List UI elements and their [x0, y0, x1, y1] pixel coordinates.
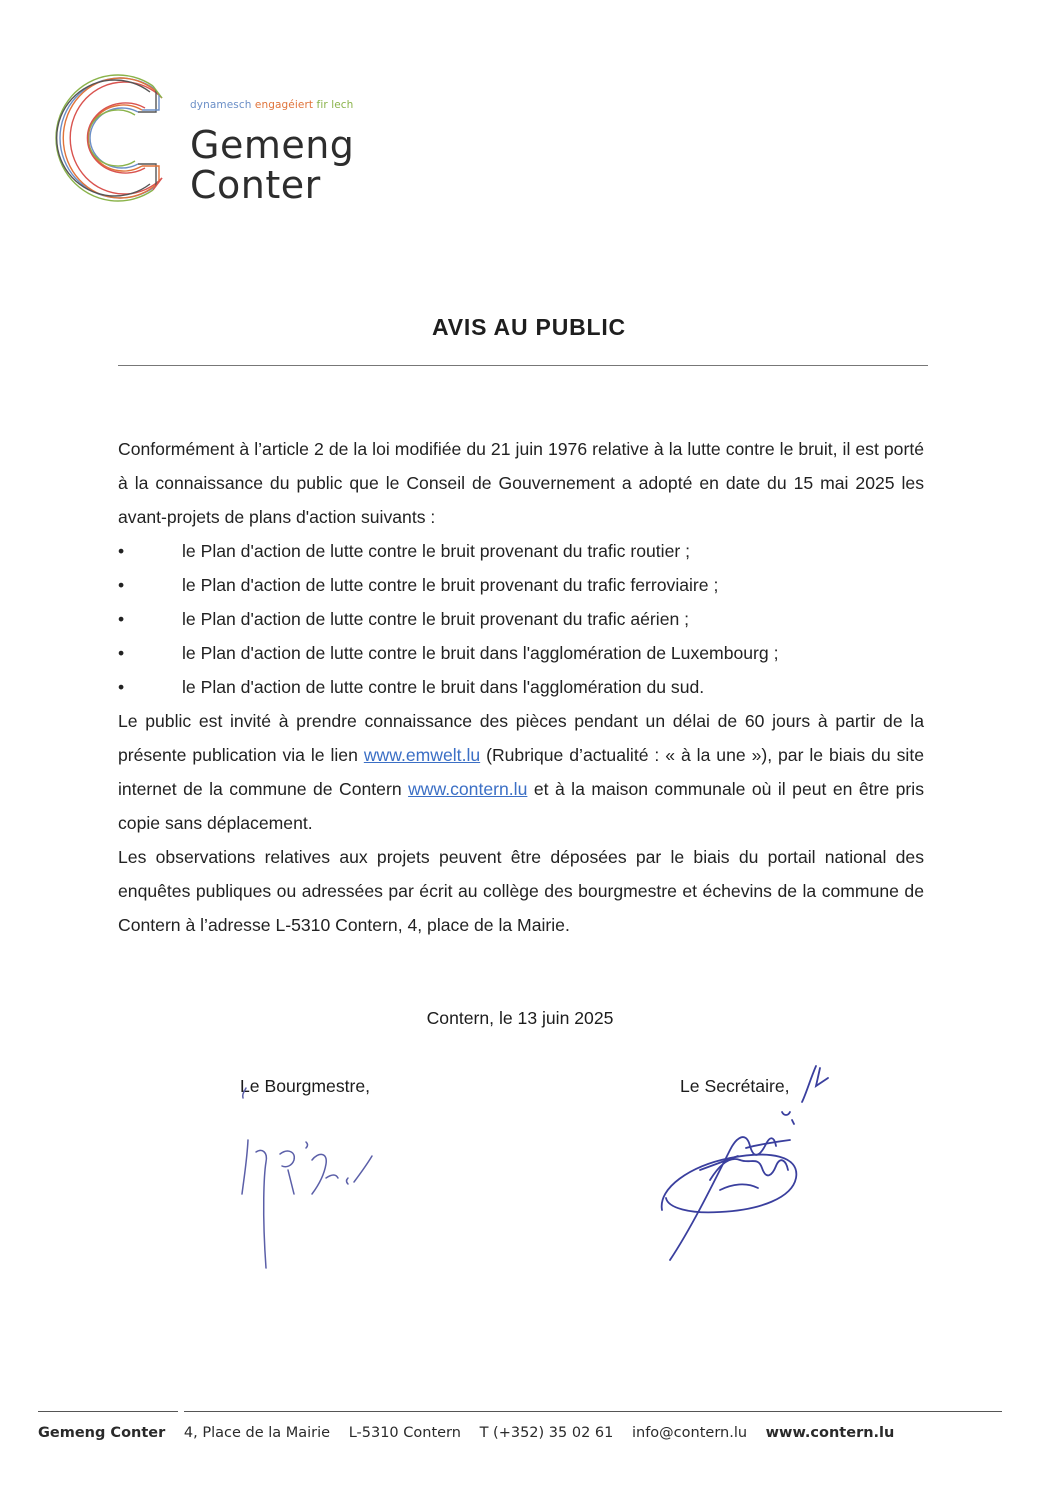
- footer-org: Gemeng Conter: [38, 1425, 166, 1441]
- consultation-text-b: (Rubrique d’actualité : « à la une »), par le biais du site internet de la commune de Contern: [118, 745, 924, 799]
- footer-postal: L-5310 Contern: [348, 1425, 461, 1441]
- notice-title: AVIS AU PUBLIC: [432, 314, 626, 340]
- gemeng-conter-logo-icon: [38, 68, 178, 208]
- plan-text: le Plan d'action de lutte contre le bruit provenant du trafic ferroviaire ;: [182, 575, 719, 595]
- tagline-fir-iech: fir lech: [316, 99, 354, 111]
- footer-website[interactable]: www.contern.lu: [765, 1425, 895, 1441]
- list-item: [118, 636, 924, 670]
- secretary-label: Le Secrétaire,: [680, 1076, 790, 1096]
- footer-email[interactable]: info@contern.lu: [631, 1425, 748, 1441]
- consultation-paragraph: [118, 704, 924, 840]
- plan-text: le Plan d'action de lutte contre le bruit dans l'agglomération de Luxembourg ;: [182, 643, 779, 663]
- footer-divider-right: [184, 1411, 1002, 1412]
- plans-list: [118, 534, 924, 704]
- notice-body: [118, 432, 924, 942]
- plan-text: le Plan d'action de lutte contre le bruit dans l'agglomération du sud.: [182, 677, 705, 697]
- intro-paragraph: Conformément à l’article 2 de la loi modifiée du 21 juin 1976 relative à la lutte contre le bruit, il est porté à la connaissance du public que le Conseil de Gouvernement a adopté en date du 15 mai 2025 les avant-projets de plans d'action suivants :: [118, 439, 924, 527]
- observations-paragraph: Les observations relatives aux projets peuvent être déposées par le biais du portail national des enquêtes publiques ou adressées par écrit au collège des bourgmestre et échevins de la commune de Contern à l’adresse L-5310 Contern, 4, place de la Mairie.: [118, 847, 924, 935]
- tagline-engageiert: engagéiert: [254, 99, 314, 111]
- brand-name-line-2: Conter: [190, 163, 321, 207]
- plan-text: le Plan d'action de lutte contre le bruit provenant du trafic aérien ;: [182, 609, 690, 629]
- place-and-date: Contern, le 13 juin 2025: [426, 1008, 614, 1028]
- footer-phone: T (+352) 35 02 61: [479, 1425, 614, 1441]
- list-item: [118, 568, 924, 602]
- list-item: [118, 670, 924, 704]
- mayor-label: Le Bourgmestre,: [240, 1076, 371, 1096]
- tagline-dynamesch: dynamesch: [190, 99, 252, 111]
- plan-text: le Plan d'action de lutte contre le bruit provenant du trafic routier ;: [182, 541, 691, 561]
- list-item: [118, 602, 924, 636]
- list-item: [118, 534, 924, 568]
- contern-link[interactable]: www.contern.lu: [408, 779, 528, 799]
- footer: [38, 1425, 908, 1441]
- title-divider: [118, 365, 928, 366]
- tagline: [190, 99, 353, 111]
- bullet-icon: •: [118, 677, 125, 697]
- consultation-text-a: Le public est invité à prendre connaissance des pièces pendant un délai de 60 jours à partir de la présente publication via le lien: [118, 711, 924, 765]
- footer-address: 4, Place de la Mairie: [183, 1425, 331, 1441]
- brand-name-line-1: Gemeng: [190, 123, 355, 167]
- bullet-icon: •: [118, 643, 125, 663]
- emwelt-link[interactable]: www.emwelt.lu: [363, 745, 481, 765]
- mayor-signature-icon: [228, 1082, 408, 1272]
- bullet-icon: •: [118, 609, 125, 629]
- bullet-icon: •: [118, 575, 125, 595]
- bullet-icon: •: [118, 541, 125, 561]
- secretary-signature-icon: [650, 1060, 840, 1270]
- consultation-text-c: et à la maison communale où il peut en être pris copie sans déplacement.: [118, 779, 924, 833]
- footer-divider-left: [38, 1411, 178, 1412]
